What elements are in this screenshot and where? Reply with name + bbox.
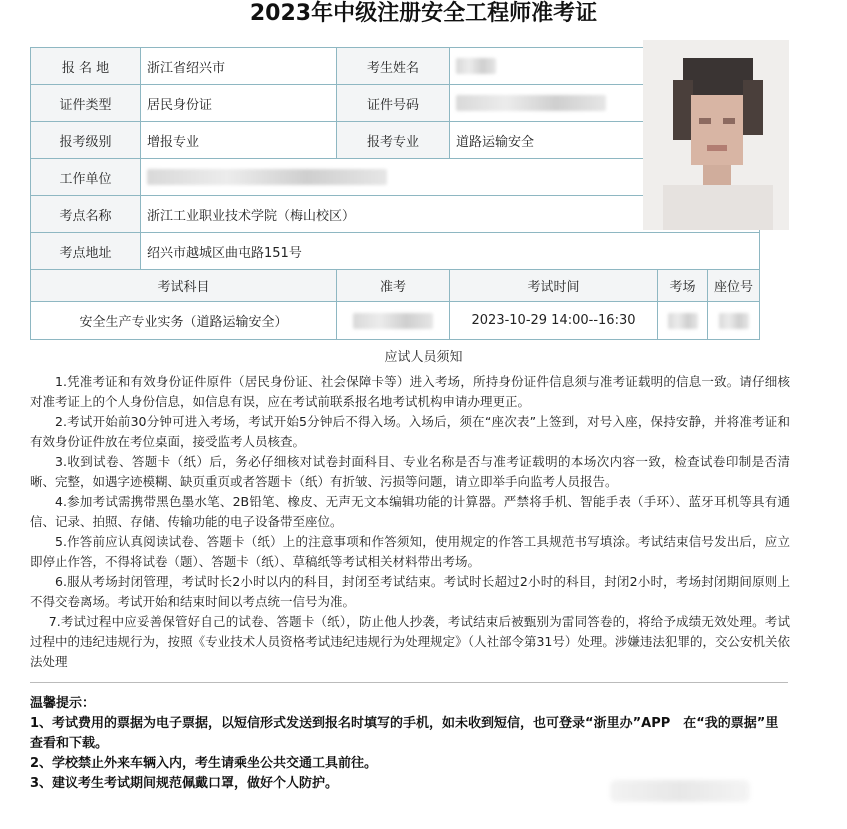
rule-5: 5.作答前应认真阅读试卷、答题卡（纸）上的注意事项和作答须知，使用规定的作答工具规范书写填涂。考试结束信号发出后，应立即停止作答，不得将试卷（题）、答题卡（纸）、草稿纸等考试相关材料带出考场。 <box>30 534 790 569</box>
rule-4: 4.参加考试需携带黑色墨水笔、2B铅笔、橡皮、无声无文本编辑功能的计算器。严禁将手机、智能手表（手环）、蓝牙耳机等具有通信、记录、拍照、存储、传输功能的电子设备带至座位。 <box>30 494 790 529</box>
major-value: 道路运输安全 <box>450 122 760 159</box>
exam-place-label: 报 名 地 <box>31 48 141 85</box>
rules-section <box>30 372 790 672</box>
site-name-label: 考点名称 <box>31 196 141 233</box>
id-type-value: 居民身份证 <box>141 85 337 122</box>
ticket-number-header: 准考 <box>337 270 450 302</box>
tip-3: 3、建议考生考试期间规范佩戴口罩，做好个人防护。 <box>30 776 339 791</box>
rule-2: 2.考试开始前30分钟可进入考场，考试开始5分钟后不得入场。入场后，须在“座次表”上签到，对号入座，保持安静，并将准考证和有效身份证件放在考位桌面，接受监考人员核查。 <box>30 414 790 449</box>
level-value: 增报专业 <box>141 122 337 159</box>
seat-redacted <box>708 302 760 340</box>
tip-1: 1、考试费用的票据为电子票据，以短信形式发送到报名时填写的手机，如未收到短信，也可登录“浙里办”APP 在“我的票据”里查看和下载。 <box>30 716 779 751</box>
page-title: 2023年中级注册安全工程师准考证 <box>249 1 598 26</box>
employer-label: 工作单位 <box>31 159 141 196</box>
site-address-value: 绍兴市越城区曲屯路151号 <box>141 233 760 270</box>
exam-place-value: 浙江省绍兴市 <box>141 48 337 85</box>
seat-header: 座位号 <box>708 270 760 302</box>
rule-6: 6.服从考场封闭管理，考试时长2小时以内的科目，封闭至考试结束。考试时长超过2小时的科目，封闭2小时，考场封闭期间原则上不得交卷离场。考试开始和结束时间以考点统一信号为准。 <box>30 574 790 609</box>
room-redacted <box>658 302 708 340</box>
tips-title: 温馨提示： <box>30 696 96 711</box>
rule-7: 7.考试过程中应妥善保管好自己的试卷、答题卡（纸），防止他人抄袭，考试结束后被甄别为雷同答卷的，将给予成绩无效处理。考试过程中的违纪违规行为，按照《专业技术人员资格考试违纪违规行为处理规定》（人社部令第31号）处理。涉嫌违法犯罪的，交公安机关依法处理 <box>30 614 790 669</box>
tip-2: 2、学校禁止外来车辆入内，考生请乘坐公共交通工具前往。 <box>30 756 378 771</box>
major-label: 报考专业 <box>337 122 450 159</box>
tips-section <box>30 694 790 794</box>
exam-time-value: 2023-10-29 14:00--16:30 <box>450 302 658 340</box>
site-name-value: 浙江工业职业技术学院（梅山校区） <box>141 196 760 233</box>
exam-time-header: 考试时间 <box>450 270 658 302</box>
name-label: 考生姓名 <box>337 48 450 85</box>
subject-value: 安全生产专业实务（道路运输安全） <box>31 302 337 340</box>
id-number-label: 证件号码 <box>337 85 450 122</box>
site-address-label: 考点地址 <box>31 233 141 270</box>
watermark <box>610 780 750 802</box>
level-label: 报考级别 <box>31 122 141 159</box>
notice-title: 应试人员须知 <box>384 350 463 365</box>
id-type-label: 证件类型 <box>31 85 141 122</box>
candidate-photo <box>643 40 789 230</box>
subject-header: 考试科目 <box>31 270 337 302</box>
ticket-number-redacted <box>337 302 450 340</box>
rule-1: 1.凭准考证和有效身份证件原件（居民身份证、社会保障卡等）进入考场，所持身份证件信息须与准考证载明的信息一致。请仔细核对准考证上的个人身份信息，如信息有误，应在考试前联系报名地考试机构申请办理更正。 <box>30 374 790 409</box>
divider <box>30 682 788 683</box>
room-header: 考场 <box>658 270 708 302</box>
rule-3: 3.收到试卷、答题卡（纸）后，务必仔细核对试卷封面科目、专业名称是否与准考证载明的本场次内容一致，检查试卷印制是否清晰、完整，如遇字迹模糊、缺页重页或者答题卡（纸）有折皱、污损等问题，请立即举手向监考人员报告。 <box>30 454 790 489</box>
